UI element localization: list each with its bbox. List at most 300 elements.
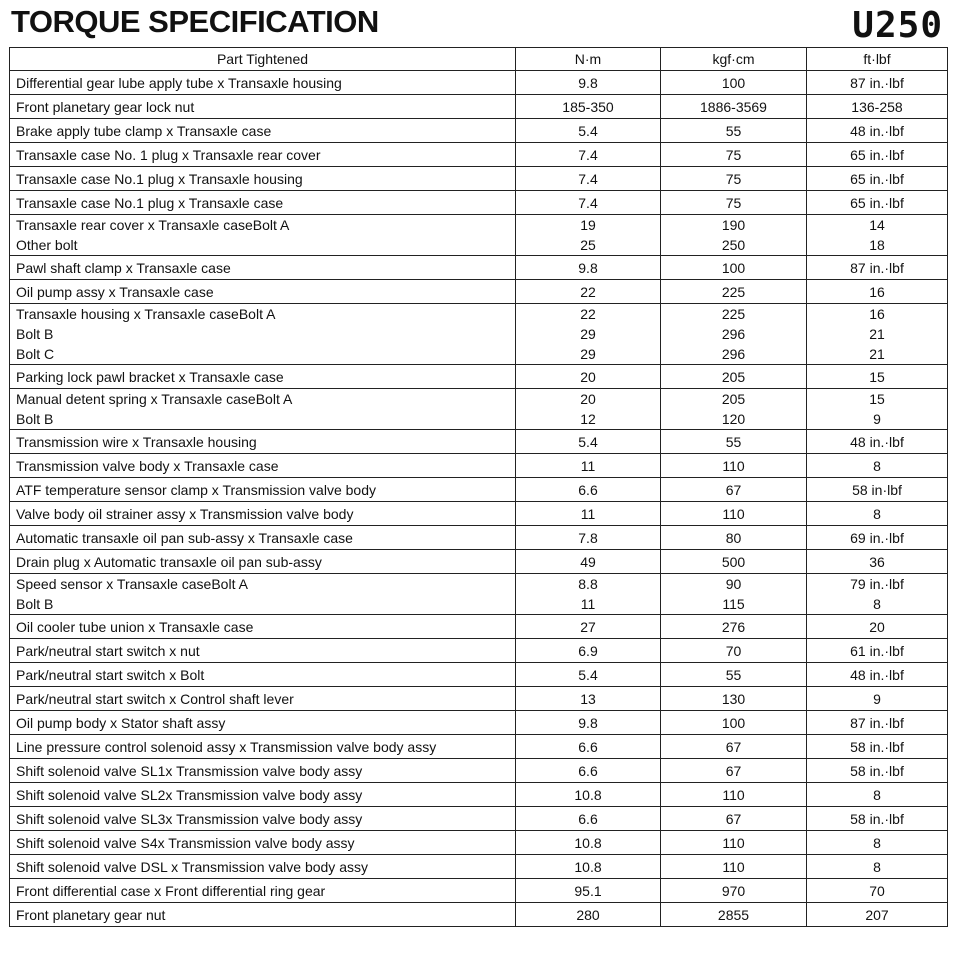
part-line: [16, 344, 509, 364]
bolt-label: [362, 811, 364, 827]
part-cell: [10, 711, 516, 735]
value-line: 205: [721, 368, 746, 385]
kgf-cell: [661, 687, 807, 711]
bolt-label: [368, 859, 370, 875]
nm-cell: [516, 831, 661, 855]
part-cell: [10, 454, 516, 478]
value-line: 9.8: [578, 74, 598, 91]
part-line: [16, 737, 509, 757]
table-row: [10, 280, 948, 304]
value-line: 110: [722, 786, 745, 803]
value-line: 87 in.·lbf: [850, 74, 904, 91]
value-line: 7.4: [578, 170, 598, 187]
nm-cell: [516, 280, 661, 304]
value-line: 15: [869, 368, 885, 385]
table-row: [10, 95, 948, 119]
value-line: 14: [869, 217, 885, 233]
value-line: 48 in.·lbf: [850, 122, 904, 139]
bolt-label: [283, 195, 285, 211]
bolt-label: [325, 883, 327, 899]
part-line: [16, 689, 509, 709]
value-line: 9.8: [578, 714, 598, 731]
part-line: [16, 809, 509, 829]
part-line: [16, 480, 509, 500]
nm-cell: [516, 615, 661, 639]
nm-cell: [516, 454, 661, 478]
value-line: 276: [721, 618, 746, 635]
value-line: 8.8: [578, 576, 598, 592]
bolt-label: [194, 99, 196, 115]
part-cell: [10, 502, 516, 526]
table-row: [10, 615, 948, 639]
value-line: 75: [725, 170, 742, 187]
part-cell: [10, 879, 516, 903]
bolt-label: Bolt B: [16, 411, 54, 427]
part-name: Oil pump assy x Transaxle case: [16, 283, 214, 300]
value-line: 10.8: [574, 786, 602, 803]
table-row: [10, 831, 948, 855]
part-line: [16, 881, 509, 901]
kgf-cell: [661, 759, 807, 783]
kgf-cell: [661, 119, 807, 143]
value-line: 58 in.·lbf: [850, 810, 904, 827]
bolt-label: Bolt A: [252, 217, 290, 233]
part-name: Oil cooler tube union x Transaxle case: [16, 618, 254, 635]
part-line: [16, 665, 509, 685]
nm-cell: [516, 903, 661, 927]
part-name: Manual detent spring x Transaxle case: [16, 391, 256, 407]
part-name: Transaxle case No. 1 plug x Transaxle rear cover: [16, 146, 321, 163]
bolt-label: Bolt B: [16, 596, 54, 612]
model-code: U250: [852, 5, 943, 46]
ft-lbf-cell: [807, 639, 948, 663]
value-line: 5.4: [578, 433, 598, 450]
part-line: [16, 193, 509, 213]
nm-cell: [516, 735, 661, 759]
ft-lbf-cell: [807, 389, 948, 430]
table-row: [10, 639, 948, 663]
value-line: 5.4: [578, 122, 598, 139]
value-line: 75: [725, 146, 742, 163]
part-line: [16, 367, 509, 387]
part-cell: [10, 663, 516, 687]
kgf-cell: [661, 167, 807, 191]
value-line: 185-350: [562, 98, 614, 115]
kgf-cell: [661, 502, 807, 526]
part-line: [16, 304, 509, 324]
value-line: 6.6: [578, 810, 598, 827]
part-name: ATF temperature sensor clamp x Transmission valve body: [16, 481, 376, 498]
bolt-label: [165, 907, 167, 923]
part-line: [16, 389, 509, 409]
ft-lbf-cell: [807, 304, 948, 365]
value-line: 7.4: [578, 194, 598, 211]
nm-cell: [516, 663, 661, 687]
part-name: Transaxle rear cover x Transaxle case: [16, 217, 253, 233]
column-header-nm: N·m: [516, 48, 661, 71]
table-row: [10, 759, 948, 783]
ft-lbf-cell: [807, 550, 948, 574]
value-line: 20: [580, 368, 596, 385]
page-title: TORQUE SPECIFICATION: [11, 4, 379, 39]
kgf-cell: [661, 143, 807, 167]
kgf-cell: [661, 430, 807, 454]
ft-lbf-cell: [807, 430, 948, 454]
value-line: 11: [580, 457, 596, 474]
kgf-cell: [661, 526, 807, 550]
value-line: 48 in.·lbf: [850, 433, 904, 450]
part-cell: [10, 280, 516, 304]
ft-lbf-cell: [807, 663, 948, 687]
kgf-cell: [661, 215, 807, 256]
bolt-label: [231, 260, 233, 276]
value-line: 9: [873, 411, 881, 427]
part-line: [16, 121, 509, 141]
part-line: [16, 235, 509, 255]
part-cell: [10, 639, 516, 663]
value-line: 69 in.·lbf: [850, 529, 904, 546]
part-name: Front planetary gear nut: [16, 906, 166, 923]
value-line: 61 in.·lbf: [850, 642, 904, 659]
value-line: 13: [580, 690, 596, 707]
nm-cell: [516, 526, 661, 550]
table-row: [10, 143, 948, 167]
table-row: [10, 71, 948, 95]
value-line: 70: [725, 642, 742, 659]
table-row: [10, 574, 948, 615]
value-line: 9: [873, 690, 881, 707]
part-line: [16, 456, 509, 476]
part-line: [16, 833, 509, 853]
part-line: [16, 324, 509, 344]
part-name: Transaxle case No.1 plug x Transaxle housing: [16, 170, 303, 187]
bolt-label: [353, 506, 355, 522]
part-line: [16, 409, 509, 429]
nm-cell: [516, 389, 661, 430]
kgf-cell: [661, 711, 807, 735]
value-line: 48 in.·lbf: [850, 666, 904, 683]
value-line: 2855: [717, 906, 750, 923]
part-name: Transmission valve body x Transaxle case: [16, 457, 279, 474]
value-line: 7.8: [578, 529, 598, 546]
nm-cell: [516, 215, 661, 256]
part-cell: [10, 550, 516, 574]
part-cell: [10, 855, 516, 879]
nm-cell: [516, 574, 661, 615]
value-line: 55: [725, 122, 742, 139]
nm-cell: [516, 478, 661, 502]
part-cell: [10, 167, 516, 191]
bolt-label: [436, 739, 438, 755]
value-line: 70: [869, 882, 885, 899]
bolt-label: Bolt A: [255, 391, 293, 407]
value-line: 100: [721, 74, 746, 91]
part-name: Differential gear lube apply tube x Transaxle housing: [16, 74, 342, 91]
value-line: 79 in.·lbf: [850, 576, 904, 592]
value-line: 67: [725, 738, 742, 755]
value-line: 6.6: [578, 738, 598, 755]
table-row: [10, 304, 948, 365]
part-cell: [10, 191, 516, 215]
bolt-label: [253, 619, 255, 635]
part-line: [16, 432, 509, 452]
table-row: [10, 365, 948, 389]
value-line: 29: [580, 326, 596, 342]
value-line: 55: [725, 433, 742, 450]
value-line: 21: [869, 326, 885, 342]
kgf-cell: [661, 783, 807, 807]
part-line: [16, 97, 509, 117]
value-line: 8: [873, 834, 881, 851]
value-line: 20: [580, 391, 596, 407]
value-line: 6.9: [578, 642, 598, 659]
value-line: 115: [722, 596, 745, 612]
part-cell: [10, 365, 516, 389]
nm-cell: [516, 502, 661, 526]
kgf-cell: [661, 615, 807, 639]
value-line: 20: [869, 618, 885, 635]
column-header-part: Part Tightened: [10, 48, 516, 71]
table-row: [10, 191, 948, 215]
value-line: 5.4: [578, 666, 598, 683]
part-name: Front planetary gear lock nut: [16, 98, 195, 115]
part-name: Front differential case x Front differential ring gear: [16, 882, 326, 899]
table-row: [10, 855, 948, 879]
value-line: 280: [576, 906, 600, 923]
table-header-row: [10, 48, 948, 71]
part-name: Park/neutral start switch x nut: [16, 642, 200, 659]
kgf-cell: [661, 663, 807, 687]
bolt-label: [355, 835, 357, 851]
part-cell: [10, 615, 516, 639]
value-line: 87 in.·lbf: [850, 714, 904, 731]
table-row: [10, 502, 948, 526]
part-cell: [10, 903, 516, 927]
part-cell: [10, 215, 516, 256]
value-line: 22: [580, 306, 596, 322]
ft-lbf-cell: [807, 502, 948, 526]
kgf-cell: [661, 879, 807, 903]
value-line: 8: [873, 858, 881, 875]
ft-lbf-cell: [807, 119, 948, 143]
part-line: [16, 641, 509, 661]
table-row: [10, 389, 948, 430]
value-line: 16: [869, 283, 885, 300]
bolt-label: [200, 643, 202, 659]
nm-cell: [516, 550, 661, 574]
value-line: 8: [873, 457, 881, 474]
value-line: 11: [580, 596, 596, 612]
nm-cell: [516, 879, 661, 903]
part-name: Shift solenoid valve DSL x Transmission valve body assy: [16, 858, 368, 875]
table-row: [10, 256, 948, 280]
part-line: [16, 905, 509, 925]
nm-cell: [516, 759, 661, 783]
ft-lbf-cell: [807, 526, 948, 550]
part-line: [16, 258, 509, 278]
value-line: 58 in·lbf: [852, 481, 902, 498]
bolt-label: Bolt A: [211, 576, 248, 592]
part-cell: [10, 95, 516, 119]
part-cell: [10, 143, 516, 167]
bolt-label: [271, 123, 273, 139]
part-cell: [10, 783, 516, 807]
ft-lbf-cell: [807, 167, 948, 191]
part-line: [16, 169, 509, 189]
table-row: [10, 167, 948, 191]
part-line: [16, 785, 509, 805]
part-name: Automatic transaxle oil pan sub-assy x Transaxle case: [16, 529, 353, 546]
nm-cell: [516, 256, 661, 280]
value-line: 58 in.·lbf: [850, 762, 904, 779]
value-line: 80: [725, 529, 742, 546]
value-line: 205: [721, 391, 746, 407]
value-line: 67: [725, 810, 742, 827]
part-cell: [10, 687, 516, 711]
bolt-label: Bolt C: [16, 346, 55, 362]
value-line: 6.6: [578, 481, 598, 498]
ft-lbf-cell: [807, 807, 948, 831]
part-cell: [10, 735, 516, 759]
part-cell: [10, 430, 516, 454]
nm-cell: [516, 304, 661, 365]
ft-lbf-cell: [807, 143, 948, 167]
part-cell: [10, 526, 516, 550]
value-line: 225: [721, 283, 746, 300]
value-line: 67: [725, 762, 742, 779]
value-line: 1886-3569: [700, 98, 767, 115]
kgf-cell: [661, 365, 807, 389]
part-line: [16, 215, 509, 235]
part-name: Shift solenoid valve SL2x Transmission valve body assy: [16, 786, 363, 803]
ft-lbf-cell: [807, 365, 948, 389]
value-line: 49: [580, 553, 596, 570]
ft-lbf-cell: [807, 454, 948, 478]
value-line: 11: [580, 505, 596, 522]
value-line: 22: [580, 283, 596, 300]
kgf-cell: [661, 280, 807, 304]
ft-lbf-cell: [807, 95, 948, 119]
table-row: [10, 807, 948, 831]
part-name: Parking lock pawl bracket x Transaxle case: [16, 368, 284, 385]
value-line: 10.8: [574, 858, 602, 875]
kgf-cell: [661, 855, 807, 879]
kgf-cell: [661, 807, 807, 831]
kgf-cell: [661, 735, 807, 759]
bolt-label: [362, 763, 364, 779]
part-line: [16, 282, 509, 302]
nm-cell: [516, 119, 661, 143]
table-row: [10, 526, 948, 550]
ft-lbf-cell: [807, 879, 948, 903]
ft-lbf-cell: [807, 831, 948, 855]
table-row: [10, 903, 948, 927]
page-header: [0, 0, 965, 44]
value-line: 12: [580, 411, 596, 427]
value-line: 16: [869, 306, 885, 322]
value-line: 65 in.·lbf: [850, 170, 904, 187]
part-line: [16, 857, 509, 877]
part-line: [16, 761, 509, 781]
value-line: 136-258: [851, 98, 903, 115]
value-line: 90: [725, 576, 742, 592]
nm-cell: [516, 639, 661, 663]
nm-cell: [516, 167, 661, 191]
value-line: 500: [721, 553, 746, 570]
bolt-label: [214, 284, 216, 300]
table-row: [10, 430, 948, 454]
value-line: 190: [721, 217, 746, 233]
value-line: 207: [865, 906, 889, 923]
kgf-cell: [661, 574, 807, 615]
value-line: 8: [873, 596, 881, 612]
part-line: [16, 504, 509, 524]
table-row: [10, 454, 948, 478]
column-header-ft: ft·lbf: [807, 48, 948, 71]
part-line: [16, 145, 509, 165]
bolt-label: [278, 458, 280, 474]
table-row: [10, 550, 948, 574]
bolt-label: [362, 787, 364, 803]
part-line: [16, 574, 509, 594]
part-name: Shift solenoid valve SL1x Transmission valve body assy: [16, 762, 363, 779]
part-line: [16, 552, 509, 572]
part-name: Transaxle case No.1 plug x Transaxle case: [16, 194, 284, 211]
value-line: 19: [580, 217, 596, 233]
value-line: 110: [722, 858, 745, 875]
part-cell: [10, 389, 516, 430]
value-line: 18: [869, 237, 885, 253]
value-line: 55: [725, 666, 742, 683]
nm-cell: [516, 191, 661, 215]
table-row: [10, 119, 948, 143]
ft-lbf-cell: [807, 191, 948, 215]
ft-lbf-cell: [807, 256, 948, 280]
kgf-cell: [661, 95, 807, 119]
part-cell: [10, 759, 516, 783]
part-line: [16, 594, 509, 614]
part-name: Transmission wire x Transaxle housing: [16, 433, 257, 450]
nm-cell: [516, 855, 661, 879]
torque-spec-table: [9, 47, 948, 927]
part-line: [16, 713, 509, 733]
kgf-cell: [661, 831, 807, 855]
kgf-cell: [661, 256, 807, 280]
value-line: 36: [869, 553, 885, 570]
table-row: [10, 215, 948, 256]
nm-cell: [516, 143, 661, 167]
value-line: 100: [721, 714, 746, 731]
ft-lbf-cell: [807, 615, 948, 639]
part-cell: [10, 256, 516, 280]
value-line: 65 in.·lbf: [850, 146, 904, 163]
value-line: 970: [721, 882, 746, 899]
bolt-label: [342, 75, 344, 91]
kgf-cell: [661, 478, 807, 502]
nm-cell: [516, 783, 661, 807]
bolt-label: [376, 482, 378, 498]
part-name: Transaxle housing x Transaxle case: [16, 306, 239, 322]
value-line: 110: [722, 505, 745, 522]
kgf-cell: [661, 304, 807, 365]
value-line: 296: [721, 326, 746, 342]
bolt-label: [303, 171, 305, 187]
nm-cell: [516, 430, 661, 454]
bolt-label: [353, 530, 355, 546]
value-line: 225: [721, 306, 746, 322]
nm-cell: [516, 807, 661, 831]
nm-cell: [516, 711, 661, 735]
